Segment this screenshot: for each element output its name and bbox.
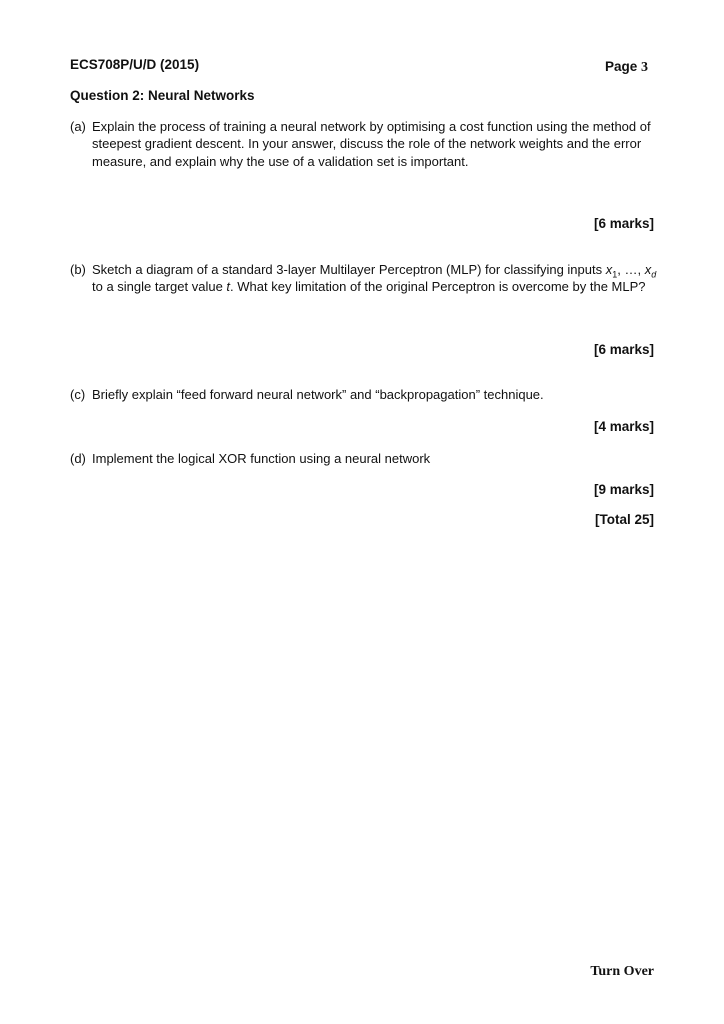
part-a: [70, 118, 660, 170]
part-c-label: (c): [70, 387, 86, 402]
part-d: [70, 450, 660, 467]
part-a-marks: [6 marks]: [593, 216, 654, 231]
total-marks: [Total 25]: [594, 512, 654, 527]
part-d-marks: [9 marks]: [593, 482, 654, 497]
part-c-text: Briefly explain “feed forward neural network” and “backpropagation” technique.: [92, 387, 544, 402]
turn-over: Turn Over: [590, 964, 654, 979]
part-b-text-3: . What key limitation of the original Perceptron is overcome by the MLP?: [230, 279, 646, 295]
var-x1: x: [605, 262, 613, 277]
var-xd: x: [644, 262, 652, 277]
page-number: 3: [641, 60, 648, 75]
sub-1: 1: [612, 269, 618, 280]
part-a-label: (a): [70, 119, 86, 134]
part-b-text-2: to a single target value: [92, 279, 227, 295]
sub-d: d: [651, 269, 657, 280]
part-b-label: (b): [70, 262, 86, 277]
part-c: [70, 386, 660, 403]
part-c-marks: [4 marks]: [593, 419, 654, 434]
part-d-text: Implement the logical XOR function using a neural network: [92, 451, 431, 466]
part-b: [70, 261, 660, 296]
course-code: ECS708P/U/D (2015): [70, 57, 200, 72]
question-title: Question 2: Neural Networks: [70, 88, 255, 103]
part-b-marks: [6 marks]: [593, 342, 654, 357]
part-a-text: Explain the process of training a neural network by optimising a cost function using the method of steepest gradient descent. In your answer, discuss the role of the network weights and the error measure, and explain why the use of a validation set is important.: [92, 119, 651, 169]
part-b-text: [92, 261, 660, 296]
part-b-text-1: Sketch a diagram of a standard 3-layer Multilayer Perceptron (MLP) for classifying inputs: [92, 262, 606, 277]
ellipsis: , …,: [617, 262, 645, 277]
var-t: t: [226, 279, 231, 295]
part-d-label: (d): [70, 451, 86, 466]
page-indicator: [605, 59, 648, 76]
page-label: Page: [604, 59, 638, 74]
